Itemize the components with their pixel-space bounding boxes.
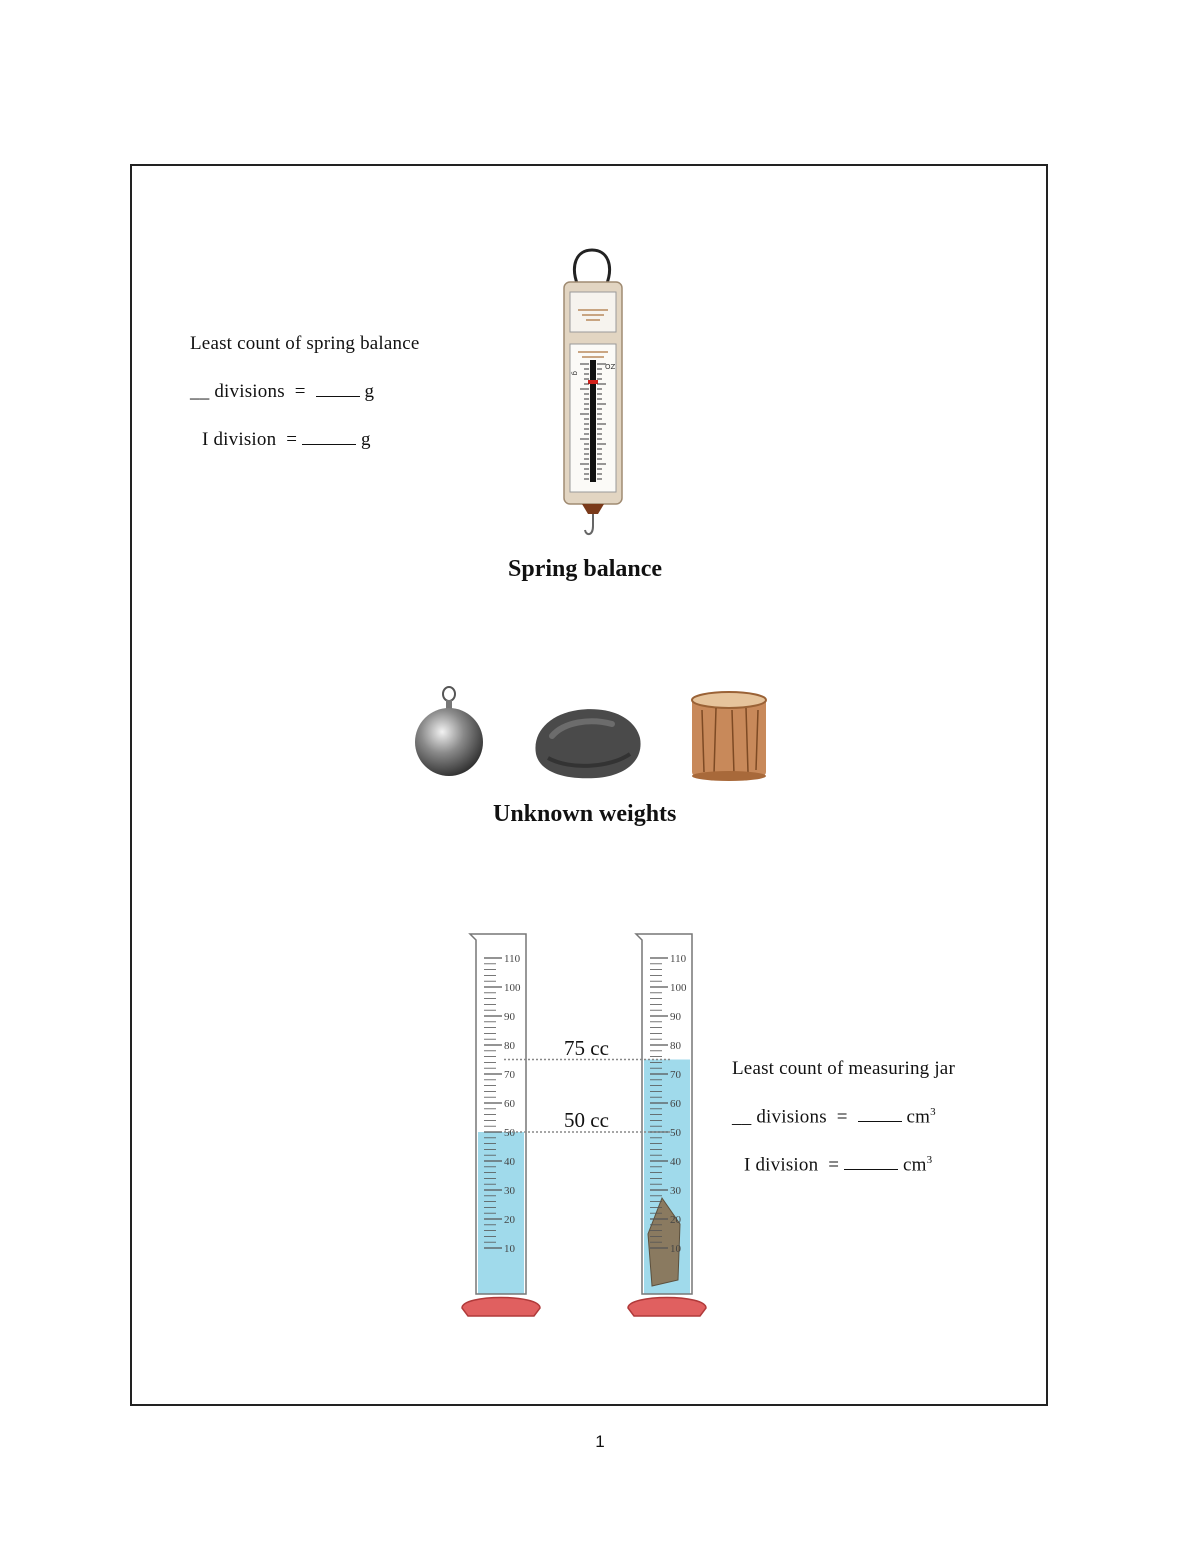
metal-ball-weight: [412, 686, 488, 778]
unknown-weights-caption: Unknown weights: [493, 801, 677, 827]
jar-least-count-heading: Least count of measuring jar: [732, 1058, 955, 1079]
wood-log-weight: [688, 688, 770, 782]
spring-divisions-line: [190, 381, 374, 403]
scale-label: 90: [670, 1011, 681, 1023]
page-number: 1: [595, 1432, 605, 1451]
divisions-blank: __: [190, 381, 210, 402]
divisions-word: divisions: [214, 381, 285, 402]
spring-one-division-line: [202, 429, 371, 451]
scale-label: 80: [670, 1040, 681, 1052]
answer-blank[interactable]: [858, 1107, 902, 1122]
scale-label: 20: [504, 1214, 515, 1226]
label-75-cc: 75 cc: [564, 1036, 609, 1060]
divisions-word: divisions: [756, 1106, 827, 1128]
scale-label: 90: [504, 1011, 515, 1023]
scale-label: 10: [670, 1243, 681, 1255]
scale-label: 110: [504, 953, 521, 965]
scale-oz-label: OZ: [605, 363, 616, 371]
answer-blank[interactable]: [844, 1155, 898, 1170]
unit-cm: cm: [903, 1154, 927, 1176]
scale-label: 110: [670, 953, 687, 965]
jar-one-division-line: [744, 1154, 932, 1176]
scale-label: 100: [504, 982, 521, 994]
spring-balance-caption: Spring balance: [508, 556, 663, 582]
unit-exponent: 3: [930, 1106, 936, 1118]
scale-label: 60: [504, 1098, 515, 1110]
scale-label: 30: [504, 1185, 515, 1197]
spring-balance-illustration: [556, 246, 636, 538]
scale-label: 70: [504, 1069, 515, 1081]
scale-label: 70: [670, 1069, 681, 1081]
one-division-label: I division: [202, 429, 277, 450]
spring-least-count-heading: Least count of spring balance: [190, 333, 420, 354]
jar-divisions-line: [732, 1106, 936, 1128]
divisions-blank: __: [732, 1106, 752, 1128]
unit-exponent: 3: [926, 1154, 933, 1166]
rock-weight: [530, 702, 644, 782]
scale-label: 40: [504, 1156, 515, 1168]
answer-blank[interactable]: [302, 430, 356, 445]
equals-sign: =: [836, 1106, 848, 1128]
scale-label: 40: [670, 1156, 681, 1168]
one-division-label: I division: [744, 1154, 819, 1176]
label-50-cc: 50 cc: [564, 1108, 609, 1132]
unit-cm: cm: [906, 1106, 931, 1128]
answer-blank[interactable]: [316, 382, 360, 397]
scale-label: 50: [504, 1127, 515, 1139]
unit-g: g: [361, 429, 371, 450]
equals-sign: =: [294, 381, 306, 402]
scale-g-label: g: [571, 371, 579, 376]
scale-label: 50: [670, 1127, 681, 1139]
unit-g: g: [364, 381, 375, 402]
scale-label: 60: [670, 1098, 681, 1110]
scale-label: 80: [504, 1040, 515, 1052]
scale-label: 30: [670, 1185, 681, 1197]
equals-sign: =: [828, 1154, 840, 1176]
scale-label: 10: [504, 1243, 515, 1255]
jar-base: [462, 1298, 540, 1317]
equals-sign: =: [286, 429, 298, 450]
scale-label: 20: [670, 1214, 681, 1226]
jar-base: [628, 1298, 706, 1317]
scale-label: 100: [670, 982, 687, 994]
